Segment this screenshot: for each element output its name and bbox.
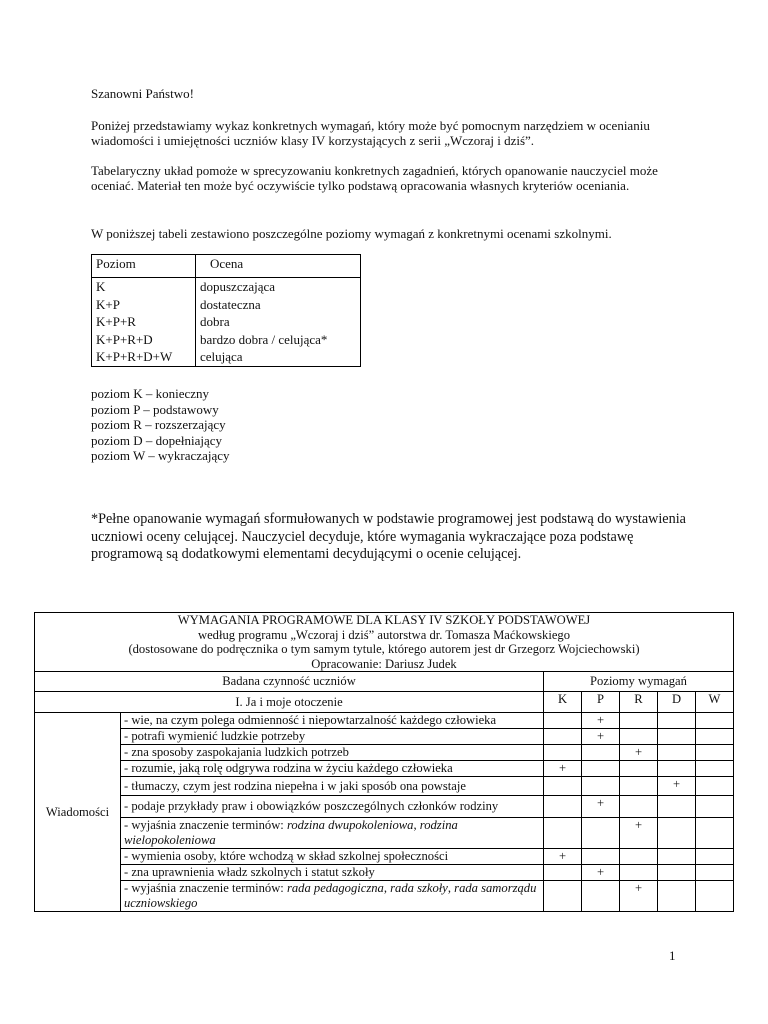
levels-header-grade: Ocena	[196, 255, 361, 278]
level-cell	[696, 713, 734, 729]
section-heading: I. Ja i moje otoczenie	[35, 692, 544, 713]
level-cell	[658, 865, 696, 881]
level-code: K	[96, 279, 106, 294]
level-definition: poziom W – wykraczający	[91, 448, 230, 463]
table-purpose-paragraph: Tabelaryczny układ pomoże w sprecyzowaniu konkretnych zagadnień, których opanowanie nauczyciel może oceniać. Materiał ten może być oczywiście tylko podstawą opracowania własnych kryteriów oceniania.	[91, 163, 658, 193]
term: rodzina dwupokoleniowa	[286, 818, 414, 832]
level-code: K+P	[96, 296, 120, 312]
requirement-text: - wymienia osoby, które wchodzą w skład szkolnej społeczności	[121, 849, 544, 865]
level-cell	[620, 729, 658, 745]
level-code-k: K	[544, 692, 582, 713]
level-cell	[658, 849, 696, 865]
level-code-d: D	[658, 692, 696, 713]
level-cell	[620, 865, 658, 881]
requirement-text: - zna sposoby zaspokajania ludzkich potrzeb	[121, 745, 544, 761]
level-mark-r: +	[620, 818, 658, 849]
levels-grade-column	[196, 278, 361, 367]
level-cell	[658, 881, 696, 912]
requirement-row	[35, 818, 734, 849]
activity-column-header: Badana czynność uczniów	[35, 672, 544, 692]
level-code-w: W	[696, 692, 734, 713]
level-cell	[582, 777, 620, 796]
level-cell	[544, 865, 582, 881]
requirement-row	[35, 777, 734, 796]
level-mark-p: +	[582, 796, 620, 818]
level-cell	[696, 881, 734, 912]
level-cell	[696, 796, 734, 818]
levels-grades-table	[91, 254, 361, 367]
level-cell	[544, 796, 582, 818]
requirements-title-line: (dostosowane do podręcznika o tym samym tytule, którego autorem jest dr Grzegorz Wojciechowski)	[128, 642, 640, 656]
level-mark-d: +	[658, 777, 696, 796]
intro-paragraph: Poniżej przedstawiamy wykaz konkretnych wymagań, który może być pomocnym narzędziem w ocenianiu wiadomości i umiejętności uczniów klasy IV korzystających z serii „Wczoraj i dziś”.	[91, 118, 650, 148]
requirements-table	[34, 612, 734, 912]
requirement-row	[35, 881, 734, 912]
grade-name: dostateczna	[200, 296, 261, 312]
level-cell	[696, 745, 734, 761]
requirement-row	[35, 729, 734, 745]
category-label: Wiadomości	[35, 713, 121, 912]
requirements-title	[35, 613, 734, 672]
level-definitions	[91, 386, 230, 464]
level-cell	[544, 818, 582, 849]
requirement-text-prefix: - wyjaśnia znaczenie terminów:	[124, 818, 287, 832]
level-cell	[620, 777, 658, 796]
level-code: K+P+R+D	[96, 331, 153, 347]
level-cell	[696, 818, 734, 849]
level-cell	[582, 881, 620, 912]
level-cell	[620, 761, 658, 777]
level-code-r: R	[620, 692, 658, 713]
term: rada szkoły	[390, 881, 448, 895]
levels-header-level: Poziom	[92, 255, 196, 278]
level-cell	[696, 761, 734, 777]
term: rada pedagogiczna	[286, 881, 384, 895]
requirement-row	[35, 849, 734, 865]
requirements-title-line: Opracowanie: Dariusz Judek	[311, 656, 457, 671]
level-mark-r: +	[620, 745, 658, 761]
level-mark-k: +	[544, 849, 582, 865]
term: rada samorządu uczniowskiego	[124, 881, 537, 910]
level-definition: poziom K – konieczny	[91, 386, 210, 401]
level-code-p: P	[582, 692, 620, 713]
level-cell	[582, 745, 620, 761]
footnote: *Pełne opanowanie wymagań sformułowanych w podstawie programowej jest podstawą do wystawienia uczniowi oceny celującej. Nauczyciel decyduje, które wymagania wykraczające poza podstawę programową są dodatkowymi elementami decydującymi o ocenie celującej.	[91, 511, 686, 563]
level-cell	[544, 881, 582, 912]
requirement-text: - wyjaśnia znaczenie terminów: rada pedagogiczna, rada szkoły, rada samorządu uczniowskiego	[121, 881, 544, 912]
requirements-title-line: WYMAGANIA PROGRAMOWE DLA KLASY IV SZKOŁY PODSTAWOWEJ	[177, 613, 591, 627]
level-definition: poziom P – podstawowy	[91, 401, 219, 417]
requirement-text: - rozumie, jaką rolę odgrywa rodzina w życiu każdego człowieka	[121, 761, 544, 777]
requirement-row	[35, 745, 734, 761]
level-cell	[696, 729, 734, 745]
level-cell	[658, 761, 696, 777]
level-cell	[582, 849, 620, 865]
level-cell	[544, 729, 582, 745]
grade-name: dopuszczająca	[200, 279, 276, 294]
level-cell	[582, 761, 620, 777]
requirement-text: - podaje przykłady praw i obowiązków poszczególnych członków rodziny	[121, 796, 544, 818]
greeting: Szanowni Państwo!	[91, 86, 194, 101]
requirement-text: - wie, na czym polega odmienność i niepowtarzalność każdego człowieka	[121, 713, 544, 729]
requirement-text-prefix: - wyjaśnia znaczenie terminów:	[124, 881, 287, 895]
requirement-row	[35, 865, 734, 881]
level-cell	[658, 745, 696, 761]
requirement-text: - potrafi wymienić ludzkie potrzeby	[121, 729, 544, 745]
requirement-text: - tłumaczy, czym jest rodzina niepełna i w jaki sposób ona powstaje	[121, 777, 544, 796]
level-cell	[620, 849, 658, 865]
level-code: K+P+R+D+W	[96, 349, 173, 364]
levels-column-header: Poziomy wymagań	[544, 672, 734, 692]
level-cell	[620, 796, 658, 818]
level-cell	[582, 818, 620, 849]
level-cell	[658, 729, 696, 745]
requirement-row	[35, 796, 734, 818]
level-cell	[544, 745, 582, 761]
page-number: 1	[669, 948, 676, 963]
level-mark-k: +	[544, 761, 582, 777]
table-intro-paragraph: W poniższej tabeli zestawiono poszczególne poziomy wymagań z konkretnymi ocenami szkolnymi.	[91, 226, 612, 241]
level-mark-r: +	[620, 881, 658, 912]
level-mark-p: +	[582, 729, 620, 745]
level-code: K+P+R	[96, 314, 136, 329]
requirement-text: - zna uprawnienia władz szkolnych i statut szkoły	[121, 865, 544, 881]
level-mark-p: +	[582, 865, 620, 881]
term: rodzina wielopokoleniowa	[124, 818, 458, 847]
level-definition: poziom R – rozszerzający	[91, 417, 226, 432]
level-definition: poziom D – dopełniający	[91, 432, 223, 448]
requirement-row	[35, 761, 734, 777]
level-cell	[696, 849, 734, 865]
level-cell	[696, 777, 734, 796]
level-cell	[544, 777, 582, 796]
grade-name: dobra	[200, 314, 230, 329]
level-cell	[658, 796, 696, 818]
level-mark-p: +	[582, 713, 620, 729]
grade-name: celująca	[200, 349, 243, 364]
requirement-row	[35, 713, 734, 729]
level-cell	[544, 713, 582, 729]
level-cell	[658, 713, 696, 729]
requirements-title-line: według programu „Wczoraj i dziś” autorstwa dr. Tomasza Maćkowskiego	[197, 627, 571, 642]
level-cell	[696, 865, 734, 881]
levels-level-column	[92, 278, 196, 367]
grade-name: bardzo dobra / celująca*	[200, 331, 328, 347]
level-cell	[620, 713, 658, 729]
requirement-text: - wyjaśnia znaczenie terminów: rodzina dwupokoleniowa, rodzina wielopokoleniowa	[121, 818, 544, 849]
level-cell	[658, 818, 696, 849]
